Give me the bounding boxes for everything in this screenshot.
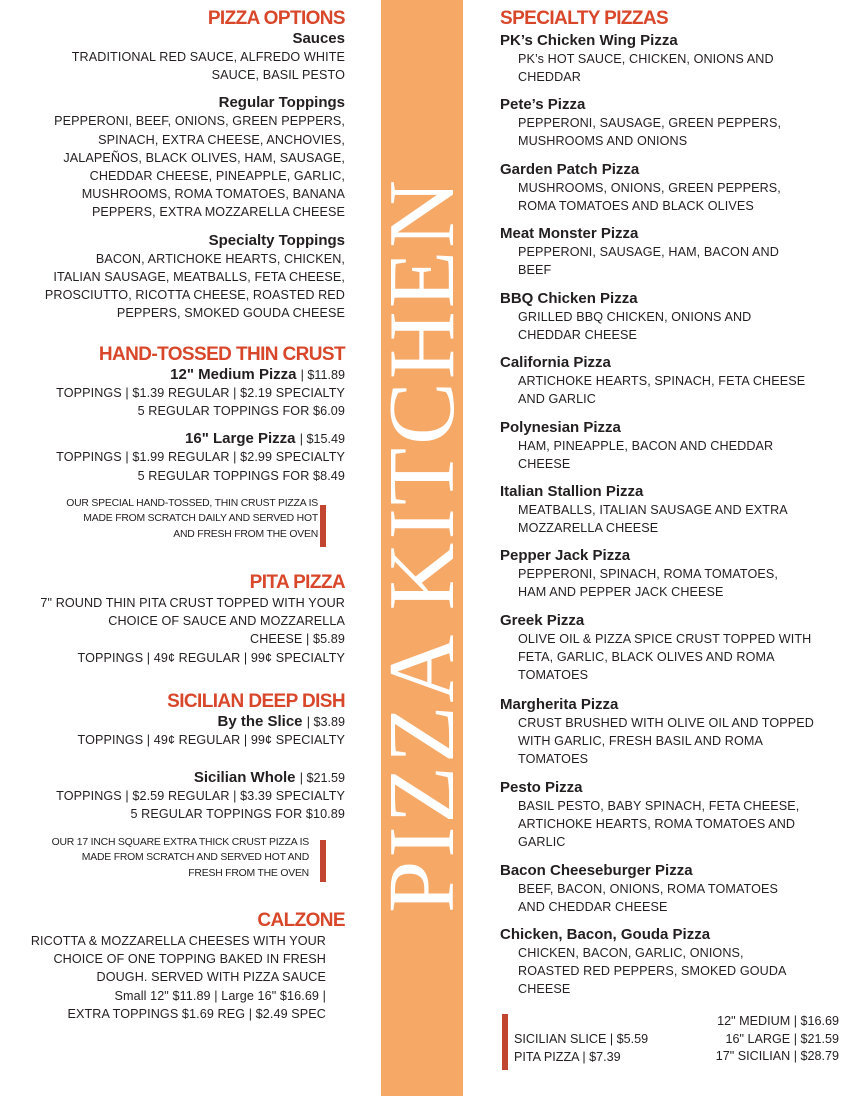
- text-line: BACON, ARTICHOKE HEARTS, CHICKEN,: [95, 251, 345, 266]
- text-line: 16" LARGE | $21.59: [725, 1031, 839, 1046]
- text-line: 5 REGULAR TOPPINGS FOR $8.49: [137, 468, 345, 483]
- text-line: BASIL PESTO, BABY SPINACH, FETA CHEESE,: [518, 799, 800, 813]
- specialty-title: SPECIALTY PIZZAS: [500, 8, 669, 29]
- text-line: 17" SICILIAN | $28.79: [715, 1049, 839, 1063]
- text-line: Small 12" $11.89 | Large 16" $16.69 |: [114, 988, 326, 1003]
- specialty-pizza-item: [500, 96, 845, 150]
- specialty-pizza-name: Margherita Pizza: [500, 696, 619, 713]
- specialty-pizza-name: California Pizza: [500, 354, 611, 371]
- specialty-pizza-name: Bacon Cheeseburger Pizza: [500, 862, 693, 879]
- text-line: CHEDDAR: [518, 70, 581, 85]
- text-line: PEPPERONI, SAUSAGE, GREEN PEPPERS,: [518, 116, 782, 130]
- text-line: DOUGH. SERVED WITH PIZZA SAUCE: [96, 970, 326, 985]
- specialty-pizza-description: [500, 565, 845, 601]
- slice-details: [0, 731, 345, 749]
- text-line: TOPPINGS | $2.59 REGULAR | $3.39 SPECIALTY: [56, 789, 345, 804]
- specialty-pizza-description: [500, 114, 845, 150]
- text-line: ARTICHOKE HEARTS, ROMA TOMATOES AND: [518, 817, 796, 832]
- specialty-pizza-name: BBQ Chicken Pizza: [500, 290, 638, 307]
- text-line: TOPPINGS | 49¢ REGULAR | 99¢ SPECIALTY: [77, 650, 345, 665]
- text-line: PEPPERONI, SPINACH, ROMA TOMATOES,: [518, 567, 778, 581]
- text-line: GRILLED BBQ CHICKEN, ONIONS AND: [518, 310, 752, 324]
- text-line: HAM AND PEPPER JACK CHEESE: [518, 585, 724, 600]
- sicilian-note: [0, 835, 345, 882]
- text-line: SAUCE, BASIL PESTO: [211, 68, 345, 83]
- text-line: ROASTED RED PEPPERS, SMOKED GOUDA: [518, 964, 787, 979]
- specialty-pizza-item: [500, 696, 845, 769]
- specialty-pizza-description: [500, 880, 845, 916]
- text-line: SICILIAN SLICE | $5.59: [514, 1032, 649, 1046]
- large-pizza-price: | $15.49: [299, 432, 345, 447]
- specialty-pizza-description: [500, 437, 845, 473]
- specialty-pizza-description: [500, 714, 845, 769]
- text-line: MUSHROOMS AND ONIONS: [518, 134, 688, 149]
- large-pizza-details: [0, 448, 345, 484]
- pita-details: [0, 594, 345, 667]
- text-line: EXTRA TOPPINGS $1.69 REG | $2.49 SPEC: [67, 1006, 326, 1021]
- text-line: HAM, PINEAPPLE, BACON AND CHEDDAR: [518, 439, 774, 453]
- specialty-pizza-item: [500, 225, 845, 279]
- specialty-pizza-name: Pete’s Pizza: [500, 96, 586, 113]
- pizza-options-title: PIZZA OPTIONS: [207, 8, 345, 29]
- specialty-pizza-item: [500, 862, 845, 916]
- prices-right: [640, 1013, 839, 1066]
- calzone-section: [0, 911, 345, 1023]
- text-line: AND CHEDDAR CHEESE: [518, 900, 668, 915]
- specialty-pizza-item: [500, 612, 845, 685]
- specialty-pizza-name: Italian Stallion Pizza: [500, 483, 644, 500]
- medium-pizza-price: | $11.89: [300, 368, 345, 382]
- text-line: MOZZARELLA CHEESE: [518, 521, 659, 536]
- whole-details: [0, 787, 345, 823]
- text-line: MUSHROOMS, ONIONS, GREEN PEPPERS,: [518, 181, 781, 195]
- specialty-pizza-item: [500, 354, 845, 408]
- text-line: RICOTTA & MOZZARELLA CHEESES WITH YOUR: [30, 934, 326, 948]
- text-line: BEEF: [518, 263, 552, 278]
- calzone-title: CALZONE: [257, 910, 345, 931]
- specialty-pizza-item: [500, 926, 845, 999]
- text-line: PEPPERONI, BEEF, ONIONS, GREEN PEPPERS,: [54, 114, 345, 129]
- text-line: TRADITIONAL RED SAUCE, ALFREDO WHITE: [71, 50, 345, 64]
- text-line: 5 REGULAR TOPPINGS FOR $10.89: [130, 807, 345, 822]
- text-line: FETA, GARLIC, BLACK OLIVES AND ROMA: [518, 650, 775, 665]
- text-line: PEPPERONI, SAUSAGE, HAM, BACON AND: [518, 245, 779, 259]
- calzone-details: [0, 932, 345, 1023]
- prices-left: [514, 1031, 648, 1066]
- sicilian-title: SICILIAN DEEP DISH: [167, 691, 345, 712]
- thin-crust-title: HAND-TOSSED THIN CRUST: [98, 344, 345, 365]
- regular-toppings-title: Regular Toppings: [218, 94, 345, 112]
- text-line: CHEESE: [518, 982, 571, 997]
- stripe-title: PIZZA KITCHEN: [370, 176, 474, 914]
- text-line: 12" MEDIUM | $16.69: [717, 1014, 839, 1028]
- thin-crust-note: [0, 496, 345, 543]
- specialty-pizza-name: Pepper Jack Pizza: [500, 547, 631, 564]
- specialty-pizza-description: [500, 179, 845, 215]
- specialty-pizza-item: [500, 483, 845, 537]
- text-line: CHEDDAR CHEESE: [518, 328, 637, 343]
- specialty-pizza-description: [500, 797, 845, 852]
- specialty-pizza-item: [500, 547, 845, 601]
- medium-pizza-name: 12" Medium Pizza: [170, 366, 297, 383]
- text-line: JALAPEÑOS, BLACK OLIVES, HAM, SAUSAGE,: [63, 150, 345, 165]
- text-line: CHOICE OF SAUCE AND MOZZARELLA: [108, 614, 345, 629]
- large-pizza-name: 16" Large Pizza: [185, 430, 296, 448]
- specialty-pizza-name: Garden Patch Pizza: [500, 161, 640, 178]
- text-line: PROSCIUTTO, RICOTTA CHEESE, ROASTED RED: [44, 288, 345, 303]
- whole-name: Sicilian Whole: [193, 769, 296, 787]
- text-line: WITH GARLIC, FRESH BASIL AND ROMA: [518, 734, 763, 749]
- text-line: FRESH FROM THE OVEN: [188, 867, 309, 879]
- text-line: CHOICE OF ONE TOPPING BAKED IN FRESH: [53, 952, 326, 967]
- specialty-pizza-name: PK’s Chicken Wing Pizza: [500, 32, 678, 49]
- sicilian-section: [0, 692, 345, 881]
- pizza-options-section: [0, 9, 345, 322]
- text-line: GARLIC: [518, 835, 566, 850]
- specialty-pizza-name: Polynesian Pizza: [500, 419, 621, 436]
- text-line: CRUST BRUSHED WITH OLIVE OIL AND TOPPED: [518, 716, 814, 730]
- whole-price: | $21.59: [299, 771, 345, 786]
- sauces-list: [0, 48, 345, 84]
- text-line: TOPPINGS | $1.39 REGULAR | $2.19 SPECIALTY: [56, 386, 345, 400]
- text-line: PK’s HOT SAUCE, CHICKEN, ONIONS AND: [518, 52, 774, 66]
- pita-title: PITA PIZZA: [249, 572, 345, 593]
- prices-bar: [502, 1014, 508, 1070]
- specialty-pizza-description: [500, 630, 845, 685]
- text-line: TOMATOES: [518, 668, 589, 683]
- specialty-pizza-item: [500, 290, 845, 344]
- thin-crust-section: [0, 345, 345, 542]
- text-line: MADE FROM SCRATCH DAILY AND SERVED HOT: [83, 513, 318, 525]
- medium-pizza-details: [0, 384, 345, 420]
- text-line: CHEESE: [518, 457, 571, 472]
- text-line: CHEESE | $5.89: [250, 632, 345, 647]
- text-line: ITALIAN SAUSAGE, MEATBALLS, FETA CHEESE,: [53, 269, 345, 284]
- specialty-pizza-description: [500, 308, 845, 344]
- text-line: PITA PIZZA | $7.39: [514, 1049, 621, 1064]
- specialty-pizza-item: [500, 779, 845, 852]
- text-line: SPINACH, EXTRA CHEESE, ANCHOVIES,: [98, 132, 345, 147]
- text-line: CHICKEN, BACON, GARLIC, ONIONS,: [518, 946, 744, 960]
- text-line: TOMATOES: [518, 752, 589, 767]
- text-line: CHEDDAR CHEESE, PINEAPPLE, GARLIC,: [89, 169, 345, 184]
- text-line: AND FRESH FROM THE OVEN: [173, 528, 318, 540]
- text-line: AND GARLIC: [518, 392, 596, 407]
- text-line: OLIVE OIL & PIZZA SPICE CRUST TOPPED WITH: [518, 632, 812, 646]
- specialty-pizza-description: [500, 372, 845, 408]
- specialty-pizza-description: [500, 501, 845, 537]
- specialty-pizza-item: [500, 32, 845, 86]
- specialty-pizza-name: Pesto Pizza: [500, 779, 583, 796]
- specialty-pizza-name: Meat Monster Pizza: [500, 225, 639, 242]
- sauces-title: Sauces: [292, 30, 345, 47]
- thin-crust-note-bar: [320, 505, 326, 547]
- text-line: OUR SPECIAL HAND-TOSSED, THIN CRUST PIZZA IS: [66, 497, 318, 509]
- slice-price: | $3.89: [306, 715, 345, 729]
- slice-name: By the Slice: [217, 713, 303, 730]
- text-line: OUR 17 INCH SQUARE EXTRA THICK CRUST PIZZA IS: [51, 836, 309, 848]
- specialty-pizza-item: [500, 161, 845, 215]
- specialty-pizza-item: [500, 419, 845, 473]
- sicilian-note-bar: [320, 840, 326, 882]
- text-line: MUSHROOMS, ROMA TOMATOES, BANANA: [81, 187, 345, 202]
- specialty-toppings-title: Specialty Toppings: [208, 231, 345, 249]
- specialty-pizza-description: [500, 50, 845, 86]
- regular-toppings-list: [0, 112, 345, 221]
- specialty-pizza-description: [500, 243, 845, 279]
- text-line: 7" ROUND THIN PITA CRUST TOPPED WITH YOUR: [40, 596, 345, 610]
- text-line: TOPPINGS | $1.99 REGULAR | $2.99 SPECIALTY: [56, 450, 345, 465]
- pita-section: [0, 573, 345, 667]
- specialty-toppings-list: [0, 250, 345, 323]
- text-line: ROMA TOMATOES AND BLACK OLIVES: [518, 199, 754, 214]
- specialty-pizza-description: [500, 944, 845, 999]
- specialty-pizza-name: Chicken, Bacon, Gouda Pizza: [500, 926, 711, 943]
- text-line: MEATBALLS, ITALIAN SAUSAGE AND EXTRA: [518, 503, 788, 517]
- text-line: 5 REGULAR TOPPINGS FOR $6.09: [137, 404, 345, 419]
- specialty-pizza-name: Greek Pizza: [500, 612, 585, 629]
- text-line: PEPPERS, EXTRA MOZZARELLA CHEESE: [91, 205, 345, 220]
- text-line: TOPPINGS | 49¢ REGULAR | 99¢ SPECIALTY: [77, 733, 345, 747]
- text-line: BEEF, BACON, ONIONS, ROMA TOMATOES: [518, 882, 778, 896]
- text-line: MADE FROM SCRATCH AND SERVED HOT AND: [81, 852, 309, 864]
- text-line: ARTICHOKE HEARTS, SPINACH, FETA CHEESE: [518, 374, 806, 388]
- text-line: PEPPERS, SMOKED GOUDA CHEESE: [116, 306, 345, 321]
